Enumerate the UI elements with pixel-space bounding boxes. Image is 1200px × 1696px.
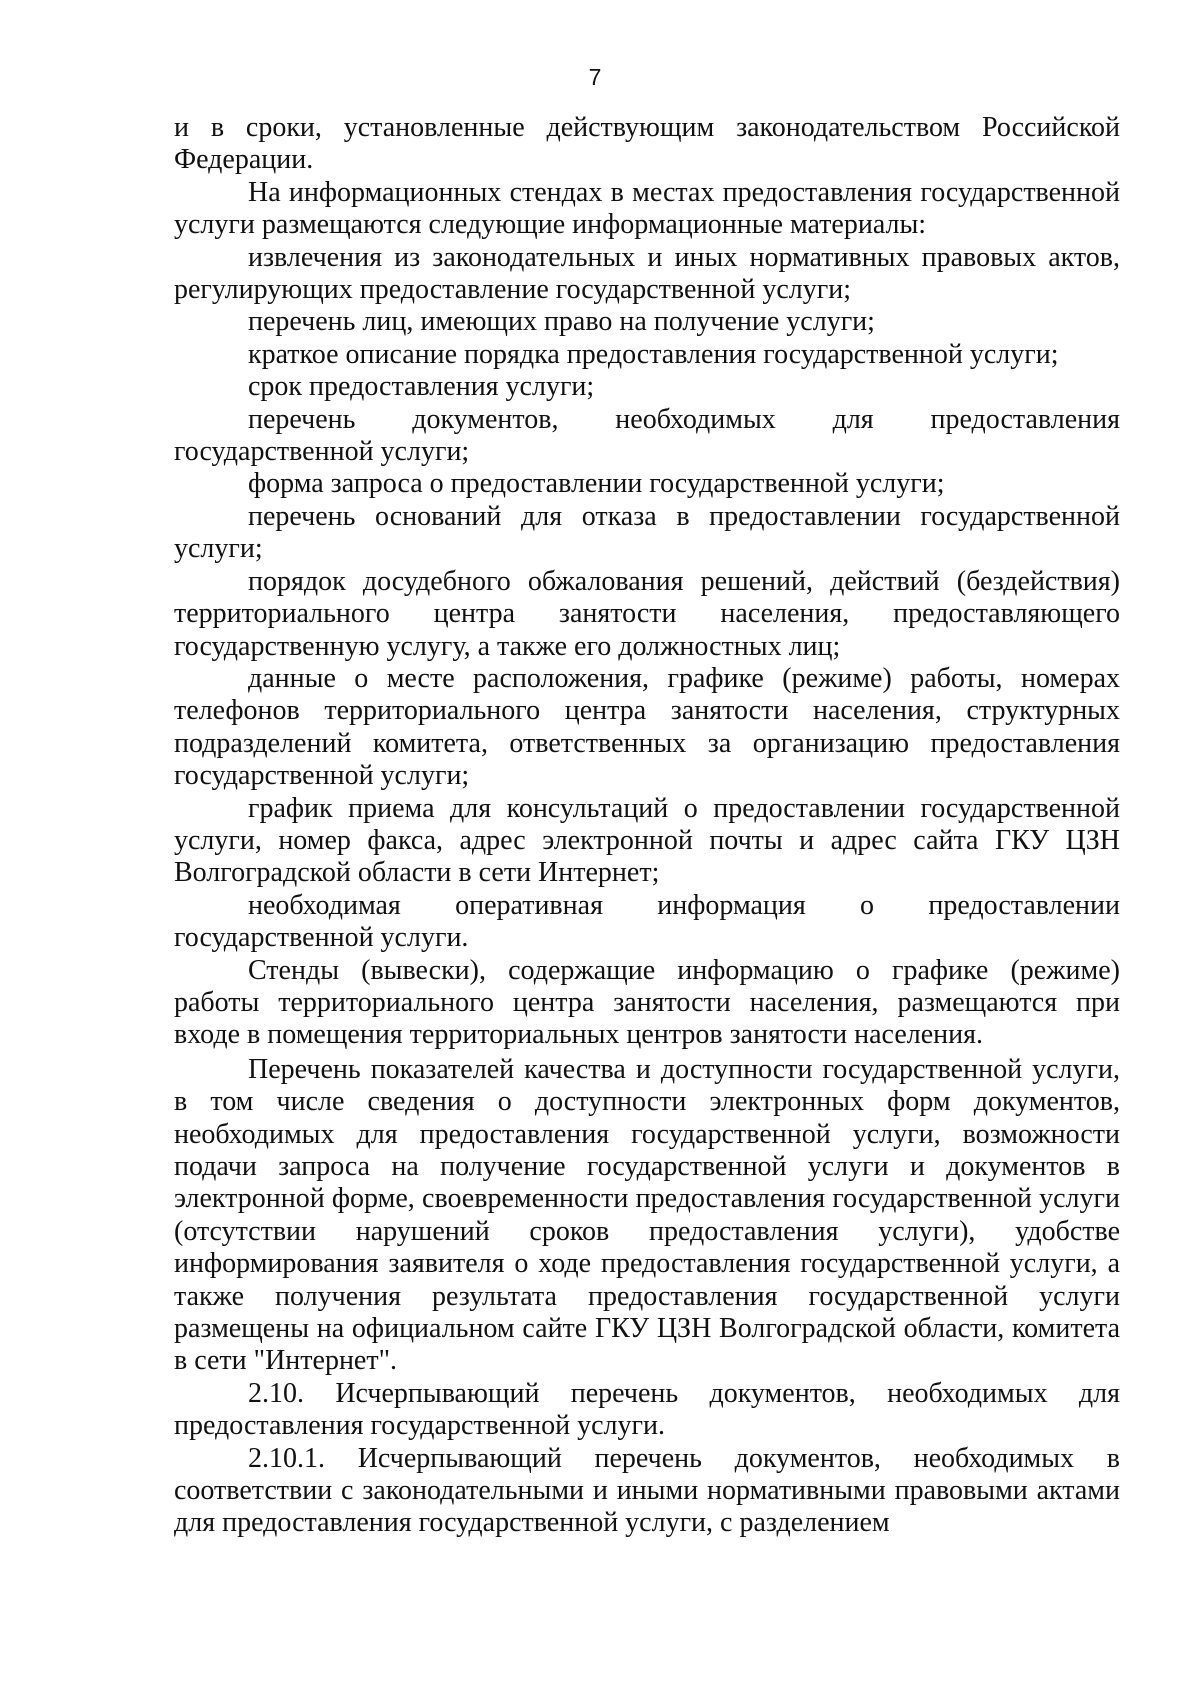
list-item: перечень оснований для отказа в предоставлении государственной услуги; bbox=[174, 500, 1120, 565]
list-item: график приема для консультаций о предоставлении государственной услуги, номер факса, адрес электронной почты и адрес сайта ГКУ ЦЗН Волгоградской области в сети Интернет; bbox=[174, 792, 1120, 889]
list-item: срок предоставления услуги; bbox=[248, 371, 595, 403]
page-number: 7 bbox=[588, 64, 602, 90]
paragraph: Перечень показателей качества и доступности государственной услуги, в том числе сведения о доступности электронных форм документов, необходимых для предоставления государственной услуги, возможности подачи запроса на получение государственной услуги и документов в электронной форме, своевременности предоставления государственной услуги (отсутствии нарушений сроков предоставления услуги), удобстве информирования заявителя о ходе предоставления государственной услуги, а также получения результата предоставления государственной услуги размещены на официальном сайте ГКУ ЦЗН Волгоградской области, комитета в сети "Интернет". bbox=[174, 1053, 1120, 1377]
section-heading: 2.10. Исчерпывающий перечень документов, необходимых для предоставления государственной услуги. bbox=[174, 1377, 1120, 1442]
list-item: необходимая оперативная информация о предоставлении государственной услуги. bbox=[174, 889, 1120, 954]
document-body bbox=[174, 112, 1120, 1540]
section-paragraph: 2.10.1. Исчерпывающий перечень документов, необходимых в соответствии с законодательными и иными нормативными правовыми актами для предоставления государственной услуги, с разделением bbox=[174, 1442, 1120, 1539]
list-item: краткое описание порядка предоставления государственной услуги; bbox=[248, 338, 1059, 370]
list-item: порядок досудебного обжалования решений, действий (бездействия) территориального центра занятости населения, предоставляющего государственную услугу, а также его должностных лиц; bbox=[174, 565, 1120, 662]
list-item: перечень лиц, имеющих право на получение услуги; bbox=[248, 306, 875, 338]
paragraph: Стенды (вывески), содержащие информацию о графике (режиме) работы территориального центра занятости населения, размещаются при входе в помещения территориальных центров занятости населения. bbox=[174, 954, 1120, 1051]
list-item: перечень документов, необходимых для предоставления государственной услуги; bbox=[174, 403, 1120, 468]
list-item: извлечения из законодательных и иных нормативных правовых актов, регулирующих предоставление государственной услуги; bbox=[174, 241, 1120, 306]
paragraph: и в сроки, установленные действующим законодательством Российской Федерации. bbox=[174, 112, 1120, 176]
list-item: данные о месте расположения, графике (режиме) работы, номерах телефонов территориального центра занятости населения, структурных подразделений комитета, ответственных за организацию предоставления государственной услуги; bbox=[174, 662, 1120, 792]
list-item: форма запроса о предоставлении государственной услуги; bbox=[248, 468, 945, 500]
paragraph: На информационных стендах в местах предоставления государственной услуги размещаются следующие информационные материалы: bbox=[174, 176, 1120, 241]
